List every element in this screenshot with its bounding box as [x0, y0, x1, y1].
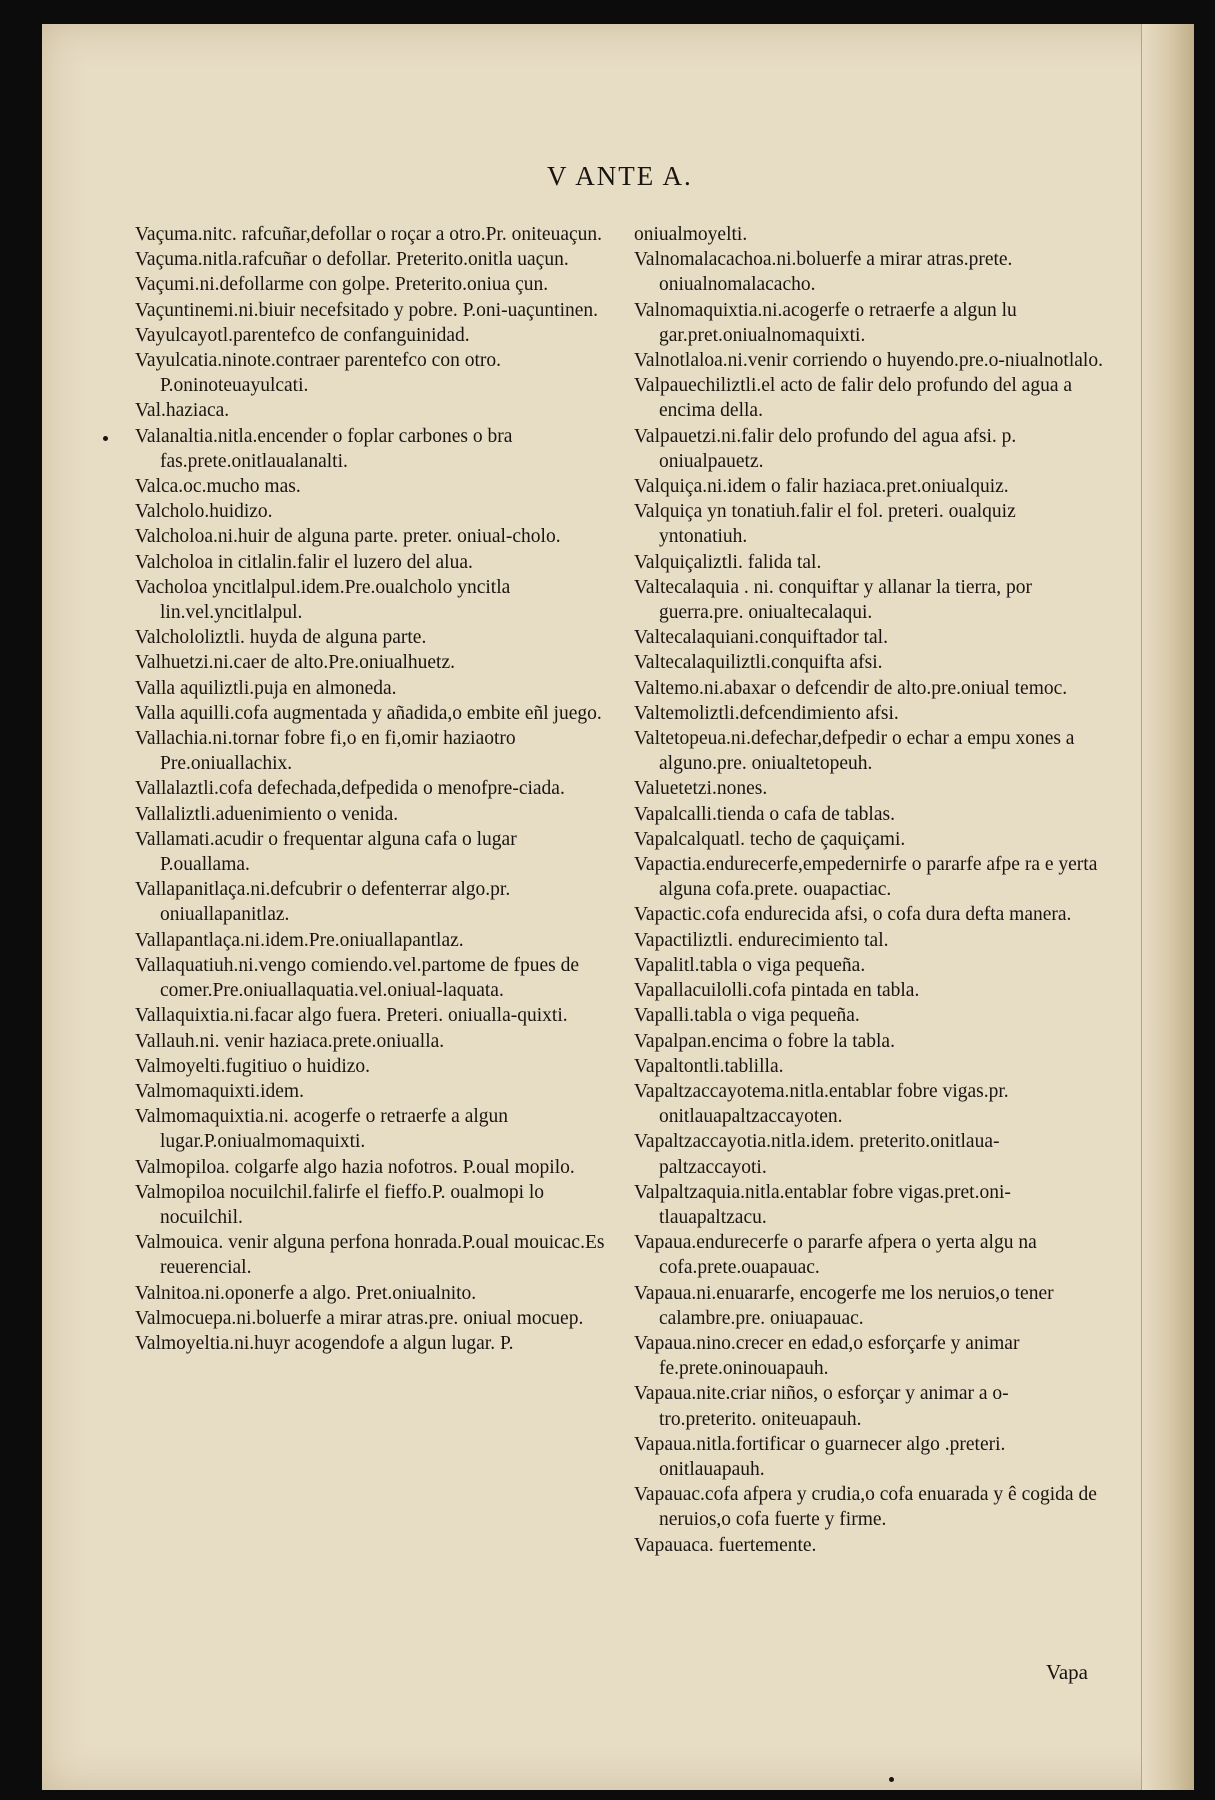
dictionary-entry: Valquiça yn tonatiuh.falir el fol. preteri. oualquiz yntonatiuh. — [634, 501, 1016, 548]
dictionary-entry: Vaçuma.nitla.rafcuñar o defollar. Preterito.onitla uaçun. — [135, 249, 569, 271]
right-column — [634, 222, 1104, 1558]
dictionary-entry: Vapaltontli.tablilla. — [634, 1055, 784, 1077]
dictionary-entry: Valcholoa.ni.huir de alguna parte. preter. oniual-cholo. — [135, 526, 561, 548]
dictionary-entry: Valnitoa.ni.oponerfe a algo. Pret.oniualnito. — [135, 1282, 477, 1304]
dictionary-entry: Valanaltia.nitla.encender o foplar carbones o bra fas.prete.onitlaualanalti. — [135, 425, 513, 472]
dictionary-entry: Vallaquixtia.ni.facar algo fuera. Preteri. oniualla-quixti. — [135, 1005, 568, 1027]
dictionary-entry: Vayulcayotl.parentefco de confanguinidad. — [135, 324, 470, 346]
dictionary-entry: Vapaua.nitla.fortificar o guarnecer algo .preteri. onitlauapauh. — [634, 1433, 1006, 1480]
dictionary-entry: Vaçuntinemi.ni.biuir necefsitado y pobre. P.oni-uaçuntinen. — [135, 299, 599, 321]
dictionary-entry: Vapaua.nino.crecer en edad,o esforçarfe y animar fe.prete.oninouapauh. — [634, 1332, 1020, 1380]
dictionary-entry: Valcholoa in citlalin.falir el luzero del alua. — [135, 551, 473, 573]
dictionary-entry: Valmouica. venir alguna perfona honrada.P.oual mouicac.Es reuerencial. — [135, 1232, 605, 1279]
dictionary-entry: Valtecalaquia . ni. conquiftar y allanar la tierra, por guerra.pre. oniualtecalaqui. — [634, 576, 1032, 624]
dictionary-entry: Vaçuma.nitc. rafcuñar,defollar o roçar a otro.Pr. oniteuaçun. — [135, 224, 603, 245]
dictionary-entry: Valmoyeltia.ni.huyr acogendofe a algun lugar. P. — [135, 1332, 514, 1354]
dictionary-entry: Valpauetzi.ni.falir delo profundo del agua afsi. p. oniualpauetz. — [634, 425, 1017, 472]
dictionary-entry: Vapallacuilolli.cofa pintada en tabla. — [634, 980, 920, 1002]
dictionary-entry: Vallachia.ni.tornar fobre fi,o en fi,omir haziaotro Pre.oniuallachix. — [135, 728, 516, 775]
dictionary-entry: Vallaquatiuh.ni.vengo comiendo.vel.partome de fpues de comer.Pre.oniuallaquatia.vel.oniual-laquata. — [135, 954, 580, 1002]
dictionary-entry: Valcholo.huidizo. — [135, 501, 273, 523]
dictionary-entry: Valtecalaquiliztli.conquifta afsi. — [634, 652, 883, 674]
dictionary-entry: Vapaua.endurecerfe o pararfe afpera o yerta algu na cofa.prete.ouapauac. — [634, 1232, 1037, 1279]
dictionary-entry: Vapactiliztli. endurecimiento tal. — [634, 929, 889, 951]
dictionary-entry: Vapactia.endurecerfe,empedernirfe o pararfe afpe ra e yerta alguna cofa.prete. ouapactiac. — [634, 854, 1098, 901]
dictionary-entry: Valmoyelti.fugitiuo o huidizo. — [135, 1055, 371, 1077]
running-header: V ANTE A. — [547, 161, 693, 191]
dictionary-entry: Valnomalacachoa.ni.boluerfe a mirar atras.prete. oniualnomalacacho. — [634, 249, 1013, 296]
dictionary-entry: Vapalli.tabla o viga pequeña. — [634, 1005, 860, 1027]
dictionary-entry: Vapalcalquatl. techo de çaquiçami. — [634, 828, 906, 850]
ink-spot — [103, 436, 108, 441]
dictionary-entry: Valnomaquixtia.ni.acogerfe o retraerfe a algun lu gar.pret.oniualnomaquixti. — [634, 299, 1017, 346]
dictionary-entry: Val.haziaca. — [135, 400, 230, 422]
dictionary-entry: Valpaltzaquia.nitla.entablar fobre vigas.pret.oni-tlauapaltzacu. — [634, 1181, 1011, 1228]
dictionary-entry: Valuetetzi.nones. — [634, 778, 768, 800]
dictionary-entry: Valhuetzi.ni.caer de alto.Pre.oniualhuetz. — [135, 652, 455, 674]
dictionary-entry: Valquiça.ni.idem o falir haziaca.pret.oniualquiz. — [634, 476, 1009, 498]
book-page — [42, 24, 1194, 1790]
dictionary-entry: Valmomaquixti.idem. — [135, 1080, 304, 1102]
dictionary-entry: Vapalpan.encima o fobre la tabla. — [634, 1030, 895, 1052]
left-column — [135, 222, 605, 1356]
dictionary-entry: Valpauechiliztli.el acto de falir delo profundo del agua a encima della. — [634, 375, 1073, 422]
dictionary-entry: Vallauh.ni. venir haziaca.prete.oniualla. — [135, 1030, 445, 1052]
page-gutter — [1141, 24, 1194, 1790]
dictionary-entry: Vallaliztli.aduenimiento o venida. — [135, 803, 399, 825]
dictionary-entry: Valla aquilli.cofa augmentada y añadida,o embite eñl juego. — [135, 702, 602, 724]
dictionary-entry: Valmopiloa. colgarfe algo hazia nofotros. P.oual mopilo. — [135, 1156, 575, 1178]
dictionary-entry: Valchololiztli. huyda de alguna parte. — [135, 627, 427, 649]
dictionary-entry: Valla aquiliztli.puja en almoneda. — [135, 677, 397, 699]
dictionary-entry: Vapalitl.tabla o viga pequeña. — [634, 954, 866, 976]
dictionary-entry: Vallamati.acudir o frequentar alguna cafa o lugar P.ouallama. — [135, 828, 517, 876]
dictionary-entry: Valtecalaquiani.conquiftador tal. — [634, 627, 888, 649]
dictionary-entry: Vapauaca. fuertemente. — [634, 1534, 817, 1556]
dictionary-entry: Vapalcalli.tienda o cafa de tablas. — [634, 803, 895, 825]
dictionary-entry: Vapauac.cofa afpera y crudia,o cofa enuarada y ê cogida de neruios,o cofa fuerte y firme. — [634, 1484, 1097, 1531]
dictionary-entry: Valmocuepa.ni.boluerfe a mirar atras.pre. oniual mocuep. — [135, 1307, 584, 1329]
dictionary-entry: Vaçumi.ni.defollarme con golpe. Preterito.oniua çun. — [135, 274, 549, 296]
dictionary-entry: Vallalaztli.cofa defechada,defpedida o menofpre-ciada. — [135, 778, 565, 800]
dictionary-entry: Vapaua.nite.criar niños, o esforçar y animar a o-tro.preterito. oniteuapauh. — [634, 1383, 1009, 1430]
dictionary-entry: Vayulcatia.ninote.contraer parentefco con otro. P.oninoteuayulcati. — [135, 350, 501, 397]
dictionary-entry: Vallapantlaça.ni.idem.Pre.oniuallapantlaz. — [135, 929, 464, 951]
catchword: Vapa — [1046, 1660, 1088, 1684]
dictionary-entry: Vallapanitlaça.ni.defcubrir o defenterrar algo.pr. oniuallapanitlaz. — [135, 879, 511, 926]
dictionary-entry: Valmomaquixtia.ni. acogerfe o retraerfe a algun lugar.P.oniualmomaquixti. — [135, 1106, 509, 1153]
ink-spot — [889, 1777, 894, 1782]
dictionary-entry: Valnotlaloa.ni.venir corriendo o huyendo.pre.o-niualnotlalo. — [634, 350, 1103, 372]
dictionary-entry: Vacholoa yncitlalpul.idem.Pre.oualcholo yncitla lin.vel.yncitlalpul. — [135, 576, 511, 624]
dictionary-entry: Vapaltzaccayotema.nitla.entablar fobre vigas.pr. onitlauapaltzaccayoten. — [634, 1080, 1009, 1128]
dictionary-entry: Valquiçaliztli. falida tal. — [634, 551, 822, 573]
dictionary-entry: Vapactic.cofa endurecida afsi, o cofa dura defta manera. — [634, 904, 1072, 926]
dictionary-entry: Vapaua.ni.enuararfe, encogerfe me los neruios,o tener calambre.pre. oniuapauac. — [634, 1282, 1054, 1329]
dictionary-entry: oniualmoyelti. — [634, 224, 748, 245]
dictionary-entry: Valtemo.ni.abaxar o defcendir de alto.pre.oniual temoc. — [634, 677, 1068, 699]
dictionary-entry: Vapaltzaccayotia.nitla.idem. preterito.onitlaua-paltzaccayoti. — [634, 1131, 1000, 1178]
dictionary-entry: Valca.oc.mucho mas. — [135, 476, 301, 498]
dictionary-entry: Valtemoliztli.defcendimiento afsi. — [634, 702, 899, 724]
dictionary-entry: Valmopiloa nocuilchil.falirfe el fieffo.P. oualmopi lo nocuilchil. — [135, 1181, 545, 1228]
dictionary-entry: Valtetopeua.ni.defechar,defpedir o echar a empu xones a alguno.pre. oniualtetopeuh. — [634, 728, 1075, 775]
